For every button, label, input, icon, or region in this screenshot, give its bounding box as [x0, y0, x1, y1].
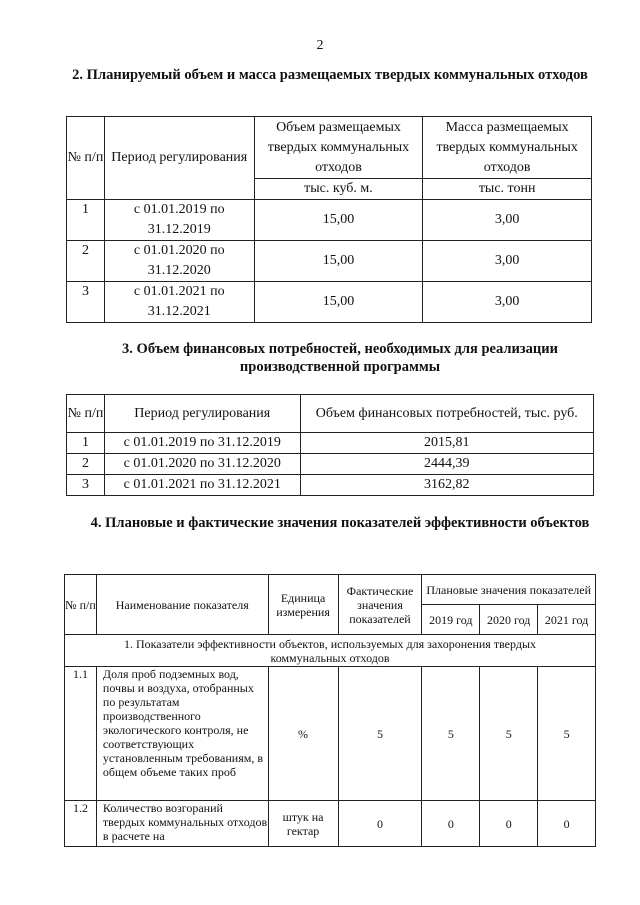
row-period: с 01.01.2021 по 31.12.2021 — [104, 475, 300, 496]
header-actual: Фактические значения показателей — [338, 575, 422, 635]
header-num: № п/п — [67, 395, 105, 433]
row-actual: 5 — [338, 667, 422, 801]
header-year-2021: 2021 год — [538, 605, 596, 635]
section-2-title: 2. Планируемый объем и масса размещаемых твердых коммунальных отходов — [72, 67, 588, 83]
table-row — [67, 475, 594, 496]
header-mass: Масса размещаемых твердых коммунальных отходов — [423, 117, 592, 179]
header-year-2019: 2019 год — [422, 605, 480, 635]
row-num: 1 — [67, 433, 105, 454]
row-2021: 5 — [538, 667, 596, 801]
row-num: 1 — [67, 200, 105, 241]
row-amount: 2015,81 — [300, 433, 593, 454]
row-2020: 5 — [480, 667, 538, 801]
row-mass: 3,00 — [423, 282, 592, 323]
row-2019: 5 — [422, 667, 480, 801]
row-num: 2 — [67, 241, 105, 282]
header-volume: Объем размещаемых твердых коммунальных отходов — [254, 117, 423, 179]
header-amount: Объем финансовых потребностей, тыс. руб. — [300, 395, 593, 433]
row-2021: 0 — [538, 801, 596, 847]
table-row — [67, 241, 592, 282]
row-num: 1.1 — [65, 667, 97, 801]
row-period: с 01.01.2020 по 31.12.2020 — [104, 241, 254, 282]
efficiency-indicators-table — [64, 574, 596, 847]
header-name: Наименование показателя — [96, 575, 268, 635]
page-number: 2 — [316, 38, 324, 53]
row-volume: 15,00 — [254, 241, 423, 282]
row-volume: 15,00 — [254, 282, 423, 323]
row-amount: 2444,39 — [300, 454, 593, 475]
table-row — [65, 801, 596, 847]
row-2019: 0 — [422, 801, 480, 847]
row-num: 1.2 — [65, 801, 97, 847]
financial-needs-table — [66, 394, 594, 496]
row-unit: % — [268, 667, 338, 801]
row-mass: 3,00 — [423, 200, 592, 241]
header-num: № п/п — [67, 117, 105, 200]
row-actual: 0 — [338, 801, 422, 847]
section-4-title: 4. Плановые и фактические значения показателей эффективности объектов — [90, 515, 590, 531]
row-name: Количество возгораний твердых коммунальных отходов в расчете на — [96, 801, 268, 847]
row-unit: штук на гектар — [268, 801, 338, 847]
table-row — [67, 282, 592, 323]
table-row — [67, 200, 592, 241]
table-row — [67, 433, 594, 454]
row-period: с 01.01.2019 по 31.12.2019 — [104, 433, 300, 454]
header-period: Период регулирования — [104, 395, 300, 433]
table-row — [67, 454, 594, 475]
table-row — [65, 667, 596, 801]
row-period: с 01.01.2020 по 31.12.2020 — [104, 454, 300, 475]
header-unit: Единица измерения — [268, 575, 338, 635]
group-label: 1. Показатели эффективности объектов, используемых для захоронения твердых коммунальных отходов — [65, 635, 596, 667]
header-planned: Плановые значения показателей — [422, 575, 596, 605]
row-period: с 01.01.2019 по 31.12.2019 — [104, 200, 254, 241]
row-name: Доля проб подземных вод, почвы и воздуха, отобранных по результатам производственного экологического контроля, не соответствующих установленным требованиям, в общем объеме таких проб — [96, 667, 268, 801]
row-volume: 15,00 — [254, 200, 423, 241]
row-num: 3 — [67, 475, 105, 496]
row-mass: 3,00 — [423, 241, 592, 282]
row-num: 3 — [67, 282, 105, 323]
header-year-2020: 2020 год — [480, 605, 538, 635]
section-3-title: 3. Объем финансовых потребностей, необходимых для реализации производственной программы — [122, 341, 558, 375]
row-amount: 3162,82 — [300, 475, 593, 496]
header-volume-unit: тыс. куб. м. — [254, 179, 423, 200]
header-period: Период регулирования — [104, 117, 254, 200]
row-period: с 01.01.2021 по 31.12.2021 — [104, 282, 254, 323]
row-num: 2 — [67, 454, 105, 475]
header-num: № п/п — [65, 575, 97, 635]
row-2020: 0 — [480, 801, 538, 847]
planned-waste-table — [66, 116, 592, 323]
header-mass-unit: тыс. тонн — [423, 179, 592, 200]
